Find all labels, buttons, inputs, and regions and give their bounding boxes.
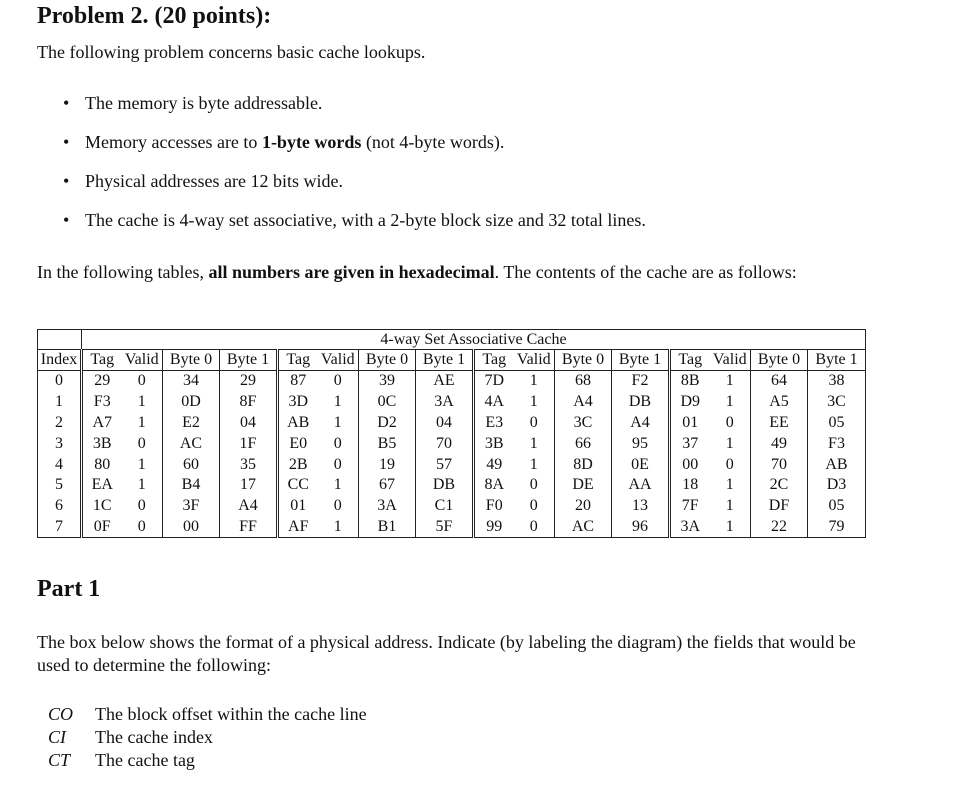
field-abbr: CO xyxy=(48,704,74,724)
cache-cell-valid: 0 xyxy=(514,413,555,434)
cache-row xyxy=(38,517,866,538)
field-row-co xyxy=(48,704,367,725)
cache-cell-byte0: EE xyxy=(751,413,808,434)
way-header-valid: Valid xyxy=(710,350,751,371)
cache-cell-tag: 37 xyxy=(682,434,699,452)
cache-cell-tag: 3B xyxy=(92,434,112,452)
way-header-byte0: Byte 0 xyxy=(163,350,220,371)
bullet-text-tail: (not 4-byte words). xyxy=(361,132,505,152)
cache-cell-byte0: 60 xyxy=(163,454,220,475)
field-row-ci xyxy=(48,727,213,748)
cache-cell-tag: 4A xyxy=(484,393,505,411)
cache-cell-byte0: 68 xyxy=(555,371,612,392)
cache-cell-byte0: 0D xyxy=(163,392,220,413)
cache-cell-tag: 49 xyxy=(486,455,503,473)
cache-cell-valid: 0 xyxy=(514,475,555,496)
cache-cell-valid: 1 xyxy=(318,413,359,434)
cache-cell-valid: 0 xyxy=(318,454,359,475)
cache-cell-tag: 3D xyxy=(288,393,309,411)
cache-cell-valid: 0 xyxy=(710,454,751,475)
cache-cell-tag: AB xyxy=(287,413,310,431)
cache-cell-byte0: 49 xyxy=(751,433,808,454)
way-header-byte1: Byte 1 xyxy=(808,350,866,371)
cache-cell-valid: 1 xyxy=(122,413,163,434)
cache-cell-byte1: 04 xyxy=(220,413,278,434)
way-header-tag: Tag xyxy=(474,350,514,371)
tables-intro-text: In the following tables, xyxy=(37,262,209,282)
tables-intro xyxy=(37,262,797,283)
bullet-text: Memory accesses are to xyxy=(85,132,262,152)
problem-intro: The following problem concerns basic cache lookups. xyxy=(37,42,426,62)
cache-cell-byte0: 34 xyxy=(163,371,220,392)
way-header-byte1: Byte 1 xyxy=(416,350,474,371)
bullet-item xyxy=(63,171,343,192)
cache-index-cell: 3 xyxy=(38,433,82,454)
cache-cell-byte1: DB xyxy=(416,475,474,496)
cache-cell-byte0: AC xyxy=(555,517,612,538)
cache-cell-tag: E3 xyxy=(485,413,504,431)
cache-cell-tag: 3A xyxy=(670,517,710,538)
cache-cell-valid: 0 xyxy=(318,371,359,392)
cache-cell-tag: 3B xyxy=(484,434,504,452)
cache-row xyxy=(38,496,866,517)
cache-cell-valid: 0 xyxy=(514,517,555,538)
cache-index-cell: 6 xyxy=(38,496,82,517)
way-header-valid: Valid xyxy=(318,350,359,371)
cache-cell-tag: A7 xyxy=(92,413,113,431)
bullet-dot-icon: • xyxy=(63,171,70,191)
way-header-valid: Valid xyxy=(514,350,555,371)
cache-cell-byte0: 2C xyxy=(751,475,808,496)
cache-cell-byte1: 13 xyxy=(612,496,670,517)
cache-cell-byte0: 20 xyxy=(555,496,612,517)
cache-row xyxy=(38,371,866,392)
part1-heading: Part 1 xyxy=(37,576,101,602)
cache-cell-valid: 0 xyxy=(122,371,163,392)
bullet-text: The memory is byte addressable. xyxy=(85,93,323,113)
way-header-byte0: Byte 0 xyxy=(751,350,808,371)
cache-cell-byte0: B5 xyxy=(359,433,416,454)
cache-cell-byte1: 5F xyxy=(416,517,474,538)
cache-cell-tag: 0F xyxy=(82,517,122,538)
cache-cell-byte1: 96 xyxy=(612,517,670,538)
cache-cell-byte0: B1 xyxy=(359,517,416,538)
way-header-tag: Tag xyxy=(278,350,318,371)
cache-cell-byte1: 17 xyxy=(220,475,278,496)
cache-cell-byte1: A4 xyxy=(612,413,670,434)
cache-cell-byte0: 3A xyxy=(359,496,416,517)
cache-cell-byte1: 05 xyxy=(808,413,866,434)
way-header-valid: Valid xyxy=(122,350,163,371)
bullet-text: The cache is 4-way set associative, with a 2-byte block size and 32 total lines. xyxy=(85,210,646,230)
field-abbr: CI xyxy=(48,727,66,747)
cache-cell-byte1: 38 xyxy=(808,371,866,392)
cache-cell-valid: 1 xyxy=(122,475,163,496)
cache-cell-valid: 0 xyxy=(122,433,163,454)
cache-cell-tag: 87 xyxy=(290,372,307,390)
cache-cell-tag: AF xyxy=(278,517,318,538)
bullet-dot-icon: • xyxy=(63,132,70,152)
cache-cell-byte1: AA xyxy=(612,475,670,496)
cache-cell-byte0: 67 xyxy=(359,475,416,496)
cache-cell-tag: 18 xyxy=(682,476,699,494)
cache-cell-valid: 1 xyxy=(318,392,359,413)
cache-cell-byte1: 04 xyxy=(416,413,474,434)
cache-cell-byte1: 95 xyxy=(612,433,670,454)
field-desc: The cache tag xyxy=(95,750,195,770)
bullet-item xyxy=(63,93,322,114)
cache-cell-valid: 1 xyxy=(710,475,751,496)
cache-cell-byte1: 57 xyxy=(416,454,474,475)
cache-cell-valid: 1 xyxy=(514,371,555,392)
cache-cell-tag: F0 xyxy=(485,497,503,515)
cache-cell-tag: 00 xyxy=(682,455,699,473)
cache-cell-byte1: 29 xyxy=(220,371,278,392)
cache-cell-tag: E0 xyxy=(289,434,308,452)
cache-cell-byte0: 22 xyxy=(751,517,808,538)
way-header-byte1: Byte 1 xyxy=(612,350,670,371)
cache-cell-byte0: DE xyxy=(555,475,612,496)
bullet-item xyxy=(63,132,504,153)
cache-cell-valid: 0 xyxy=(122,496,163,517)
cache-cell-byte0: 8D xyxy=(555,454,612,475)
bullet-dot-icon: • xyxy=(63,93,70,113)
cache-cell-valid: 0 xyxy=(122,517,163,538)
cache-cell-byte0: DF xyxy=(751,496,808,517)
cache-cell-valid: 1 xyxy=(122,454,163,475)
cache-cell-byte1: FF xyxy=(220,517,278,538)
cache-cell-byte0: AC xyxy=(163,433,220,454)
field-desc: The block offset within the cache line xyxy=(95,704,367,724)
cache-cell-tag: 99 xyxy=(474,517,514,538)
cache-cell-valid: 1 xyxy=(514,454,555,475)
cache-cell-byte1: A4 xyxy=(220,496,278,517)
field-row-ct xyxy=(48,750,195,771)
cache-cell-tag: F3 xyxy=(93,393,111,411)
cache-index-cell: 7 xyxy=(38,517,82,538)
cache-cell-byte0: 19 xyxy=(359,454,416,475)
way-header-tag: Tag xyxy=(670,350,710,371)
field-abbr: CT xyxy=(48,750,71,770)
cache-cell-byte1: 3A xyxy=(416,392,474,413)
cache-cell-byte0: B4 xyxy=(163,475,220,496)
cache-cell-tag: 7F xyxy=(681,497,699,515)
cache-cell-valid: 1 xyxy=(514,392,555,413)
bullet-bold-text: 1-byte words xyxy=(261,132,362,152)
bullet-item xyxy=(63,210,646,231)
cache-cell-tag: 8B xyxy=(680,372,700,390)
cache-cell-byte1: 79 xyxy=(808,517,866,538)
cache-cell-valid: 1 xyxy=(318,475,359,496)
tables-intro-bold: all numbers are given in hexadecimal xyxy=(208,262,495,282)
cache-cell-valid: 1 xyxy=(122,392,163,413)
cache-cell-tag: 7D xyxy=(484,372,505,390)
cache-table-title-row xyxy=(38,330,866,350)
cache-cell-tag: 29 xyxy=(94,372,111,390)
index-header: Index xyxy=(38,350,82,371)
bullet-text: Physical addresses are 12 bits wide. xyxy=(85,171,343,191)
way-header-byte0: Byte 0 xyxy=(555,350,612,371)
cache-cell-byte0: A4 xyxy=(555,392,612,413)
cache-cell-byte1: 3C xyxy=(808,392,866,413)
cache-index-cell: 0 xyxy=(38,371,82,392)
cache-cell-byte1: F2 xyxy=(612,371,670,392)
cache-cell-byte0: 70 xyxy=(751,454,808,475)
cache-cell-byte1: AB xyxy=(808,454,866,475)
cache-cell-byte0: 66 xyxy=(555,433,612,454)
cache-cell-byte0: 00 xyxy=(163,517,220,538)
cache-cell-byte0: 39 xyxy=(359,371,416,392)
cache-cell-valid: 0 xyxy=(710,413,751,434)
cache-cell-valid: 1 xyxy=(710,433,751,454)
cache-row xyxy=(38,433,866,454)
cache-cell-byte0: 3C xyxy=(555,413,612,434)
cache-cell-byte0: A5 xyxy=(751,392,808,413)
problem-title: Problem 2. (20 points): xyxy=(37,3,272,29)
cache-table-header-row xyxy=(38,350,866,371)
cache-table-title: 4-way Set Associative Cache xyxy=(82,330,866,350)
way-header-byte0: Byte 0 xyxy=(359,350,416,371)
cache-cell-byte1: F3 xyxy=(808,433,866,454)
part1-description: The box below shows the format of a physical address. Indicate (by labeling the diagram) the fields that would be used to determine the following: xyxy=(37,632,856,675)
way-header-tag: Tag xyxy=(82,350,122,371)
cache-index-cell: 5 xyxy=(38,475,82,496)
cache-cell-valid: 0 xyxy=(318,496,359,517)
cache-index-cell: 1 xyxy=(38,392,82,413)
field-desc: The cache index xyxy=(95,727,213,747)
cache-cell-valid: 0 xyxy=(318,433,359,454)
cache-cell-valid: 1 xyxy=(710,517,751,538)
cache-cell-valid: 1 xyxy=(318,517,359,538)
cache-cell-byte1: 35 xyxy=(220,454,278,475)
cache-cell-valid: 0 xyxy=(514,496,555,517)
cache-cell-tag: EA xyxy=(91,476,113,494)
cache-cell-valid: 1 xyxy=(710,496,751,517)
cache-cell-byte1: 05 xyxy=(808,496,866,517)
cache-cell-byte1: C1 xyxy=(416,496,474,517)
cache-cell-tag: 2B xyxy=(288,455,308,473)
cache-cell-byte1: 70 xyxy=(416,433,474,454)
cache-table xyxy=(37,329,866,538)
cache-cell-byte1: 0E xyxy=(612,454,670,475)
cache-cell-byte1: DB xyxy=(612,392,670,413)
cache-row xyxy=(38,475,866,496)
cache-cell-byte0: E2 xyxy=(163,413,220,434)
cache-cell-tag: 1C xyxy=(92,497,112,515)
bullet-dot-icon: • xyxy=(63,210,70,230)
cache-cell-byte0: D2 xyxy=(359,413,416,434)
cache-cell-valid: 1 xyxy=(710,371,751,392)
cache-cell-tag: 01 xyxy=(682,413,699,431)
cache-cell-byte1: AE xyxy=(416,371,474,392)
cache-row xyxy=(38,413,866,434)
cache-cell-tag: CC xyxy=(287,476,309,494)
cache-cell-tag: 01 xyxy=(290,497,307,515)
cache-cell-byte1: 8F xyxy=(220,392,278,413)
cache-cell-byte1: D3 xyxy=(808,475,866,496)
cache-index-cell: 4 xyxy=(38,454,82,475)
cache-cell-valid: 1 xyxy=(710,392,751,413)
cache-cell-byte0: 3F xyxy=(163,496,220,517)
cache-index-cell: 2 xyxy=(38,413,82,434)
cache-cell-byte1: 1F xyxy=(220,433,278,454)
cache-row xyxy=(38,392,866,413)
tables-intro-tail: . The contents of the cache are as follows: xyxy=(494,262,797,282)
cache-cell-tag: 8A xyxy=(484,476,505,494)
cache-cell-tag: D9 xyxy=(680,393,701,411)
cache-cell-byte0: 0C xyxy=(359,392,416,413)
cache-cell-valid: 1 xyxy=(514,433,555,454)
cache-cell-byte0: 64 xyxy=(751,371,808,392)
cache-cell-tag: 80 xyxy=(94,455,111,473)
way-header-byte1: Byte 1 xyxy=(220,350,278,371)
cache-row xyxy=(38,454,866,475)
